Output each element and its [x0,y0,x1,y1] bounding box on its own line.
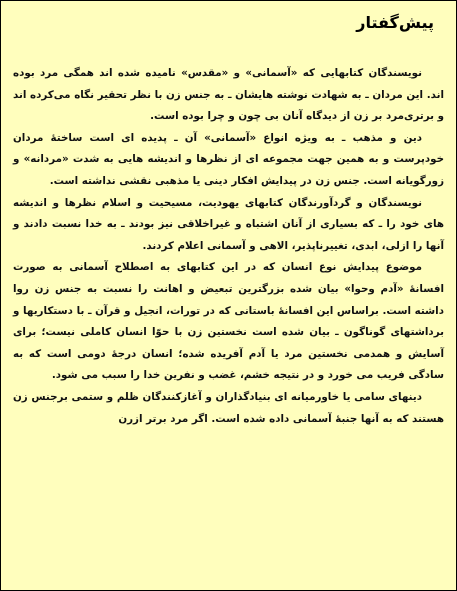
paragraph: نویسندگان و گردآورندگان کتابهای یهودیت، مسیحیت و اسلام نظرها و اندیشه های خود را ـ که بسیاری از آنان اشتباه و غیراخلاقی نیز بودند ـ به خدا نسبت دادند و آنها را ازلی، ابدی، تغییرناپذیر، الاهی و آسمانی اعلام کردند. [13,196,444,252]
paragraph: دینهای سامی یا خاورمیانه ای بنیادگذاران و آغازکنندگان ظلم و ستمی برجنس زن هستند که به آنها جنبهٔ آسمانی داده شده است. اگر مرد برتر ازرن [13,390,444,425]
paragraph: موضوع پیدایش نوع انسان که در این کتابهای به اصطلاح آسمانی به صورت افسانهٔ «آدم وحوا» بیان شده بزرگترین تبعیض و اهانت را نسبت به جنس زن روا داشته است. براساس این افسانهٔ باستانی که در تورات، انجیل و قرآن ـ با دستکاریها و برداشتهای گوناگون ـ بیان شده است نخستین زن با حوّا انسان کاملی نیست؛ برای آسایش و همدمی نخستین مرد یا آدم آفریده شده؛ انسان درجهٔ دومی است که به سادگی فریب می خورد و در نتیجه خشم، غضب و نفرین خدا را سبب می شود. [13,261,444,382]
paragraph: دین و مذهب ـ به ویژه انواع «آسمانی» آن ـ پدیده ای است ساختهٔ مردان خودپرست و به همین جهت مجموعه ای از نظرها و اندیشه هایی به شدت «مردانه» و زورگویانه است. جنس زن در پیدایش افکار دینی یا مذهبی نقشی نداشته است. [13,131,444,187]
page-title: پیش‌گفتار [356,13,434,32]
paragraph: نویسندگان کتابهایی که «آسمانی» و «مقدس» نامیده شده اند همگی مرد بوده اند. این مردان ـ به شهادت نوشته هایشان ـ به جنس زن با نظر تحقیر نگاه می‌کرده اند و برتری‌مرد بر زن از دیدگاه آنان بی چون و چرا بوده است. [13,67,444,123]
body-text [13,63,444,430]
